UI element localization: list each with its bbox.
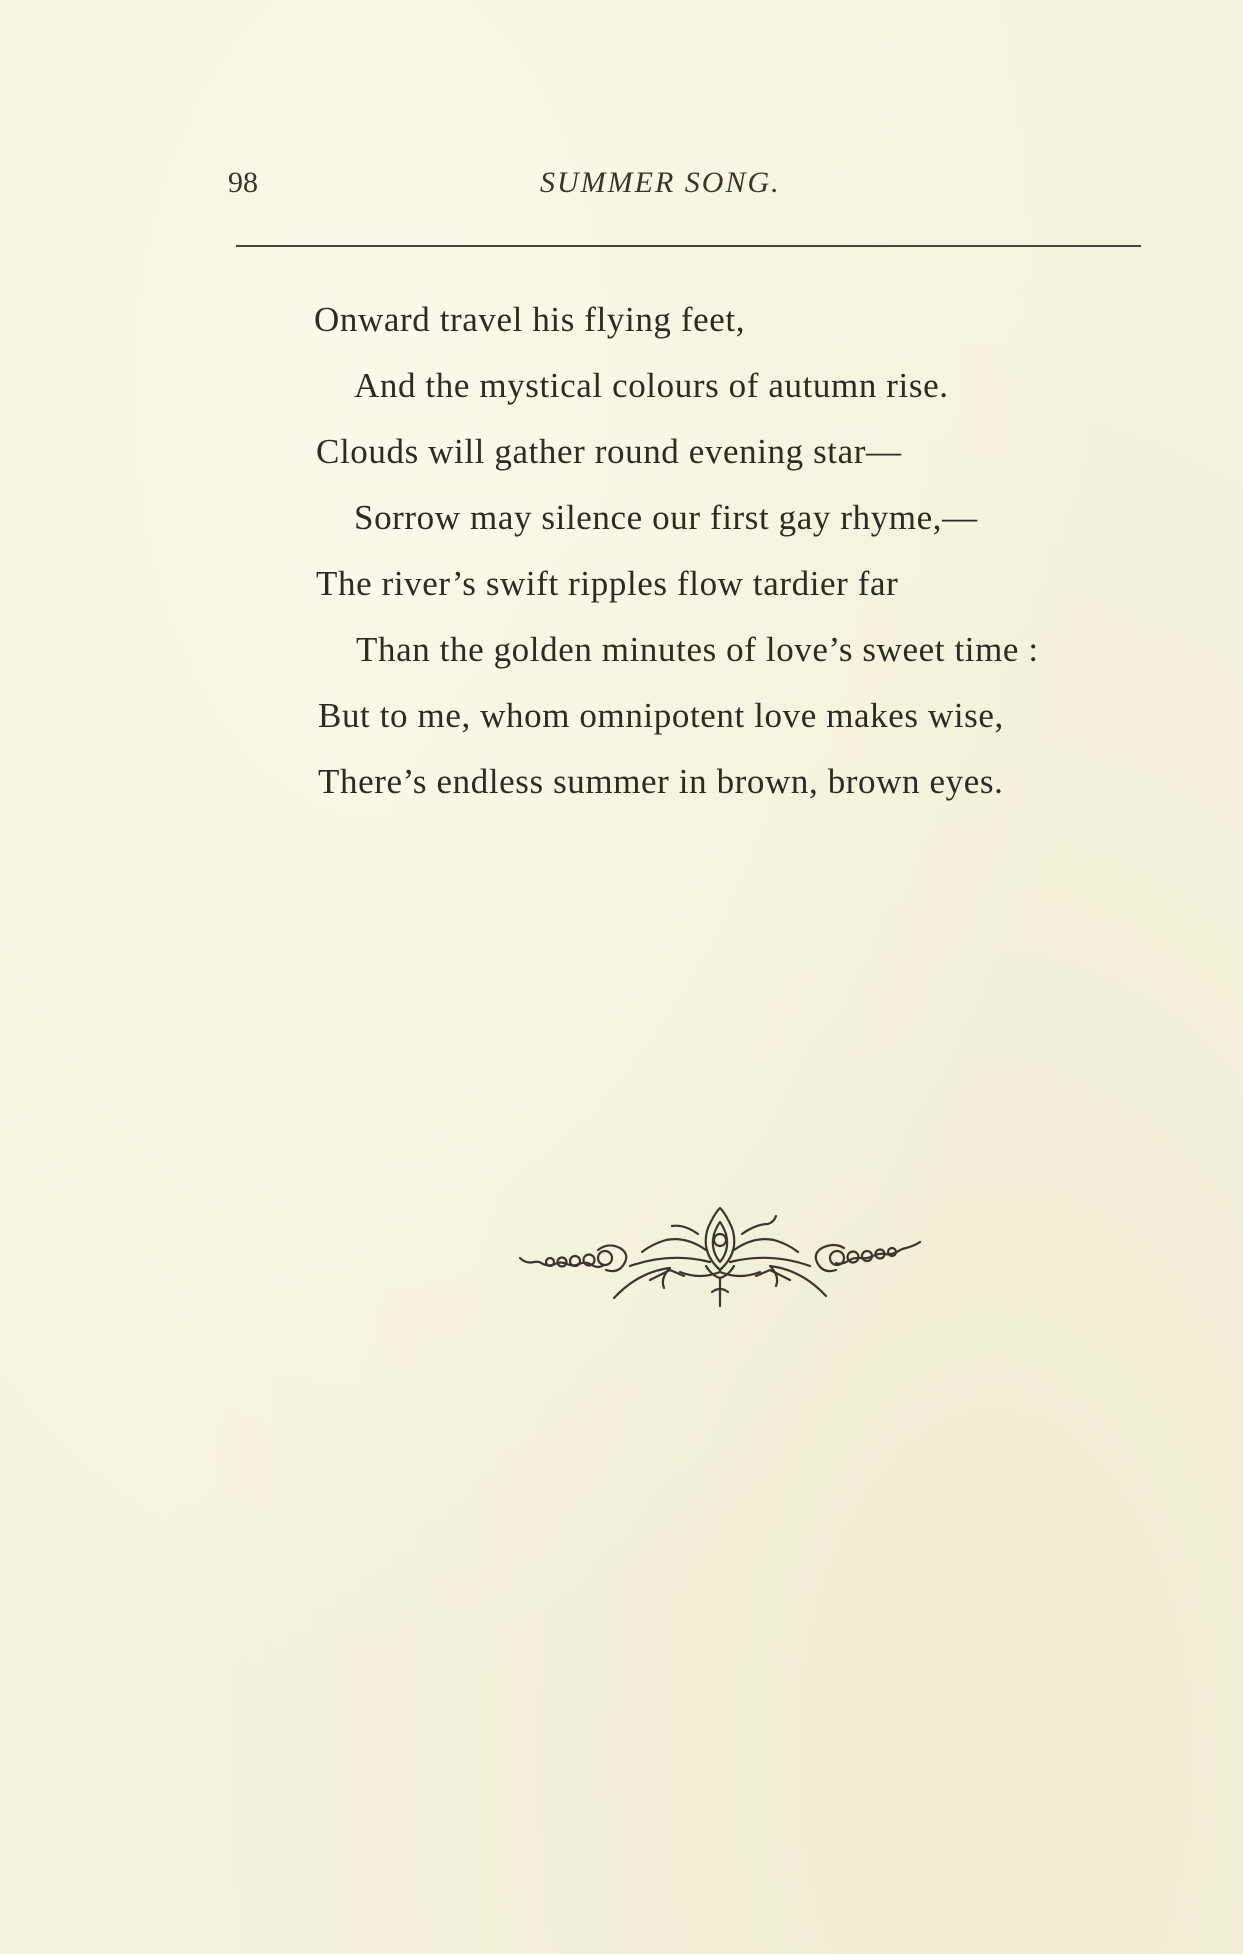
header-rule	[236, 245, 1141, 247]
poem-line: Onward travel his flying feet,	[314, 300, 746, 339]
poem-line: Clouds will gather round evening star—	[316, 432, 902, 471]
poem-line: And the mystical colours of autumn rise.	[354, 366, 949, 405]
poem-line: The river’s swift ripples flow tardier far	[316, 564, 899, 603]
poem-line: But to me, whom omnipotent love makes wise,	[318, 696, 1004, 735]
poem-line: There’s endless summer in brown, brown eyes.	[318, 762, 1004, 801]
poem-line: Sorrow may silence our first gay rhyme,—	[354, 498, 978, 537]
floral-tailpiece-icon	[510, 1200, 930, 1320]
poem-line: Than the golden minutes of love’s sweet time :	[356, 630, 1039, 669]
running-head	[0, 162, 1243, 212]
page-number: 98	[228, 166, 258, 199]
running-title: SUMMER SONG.	[540, 166, 781, 199]
